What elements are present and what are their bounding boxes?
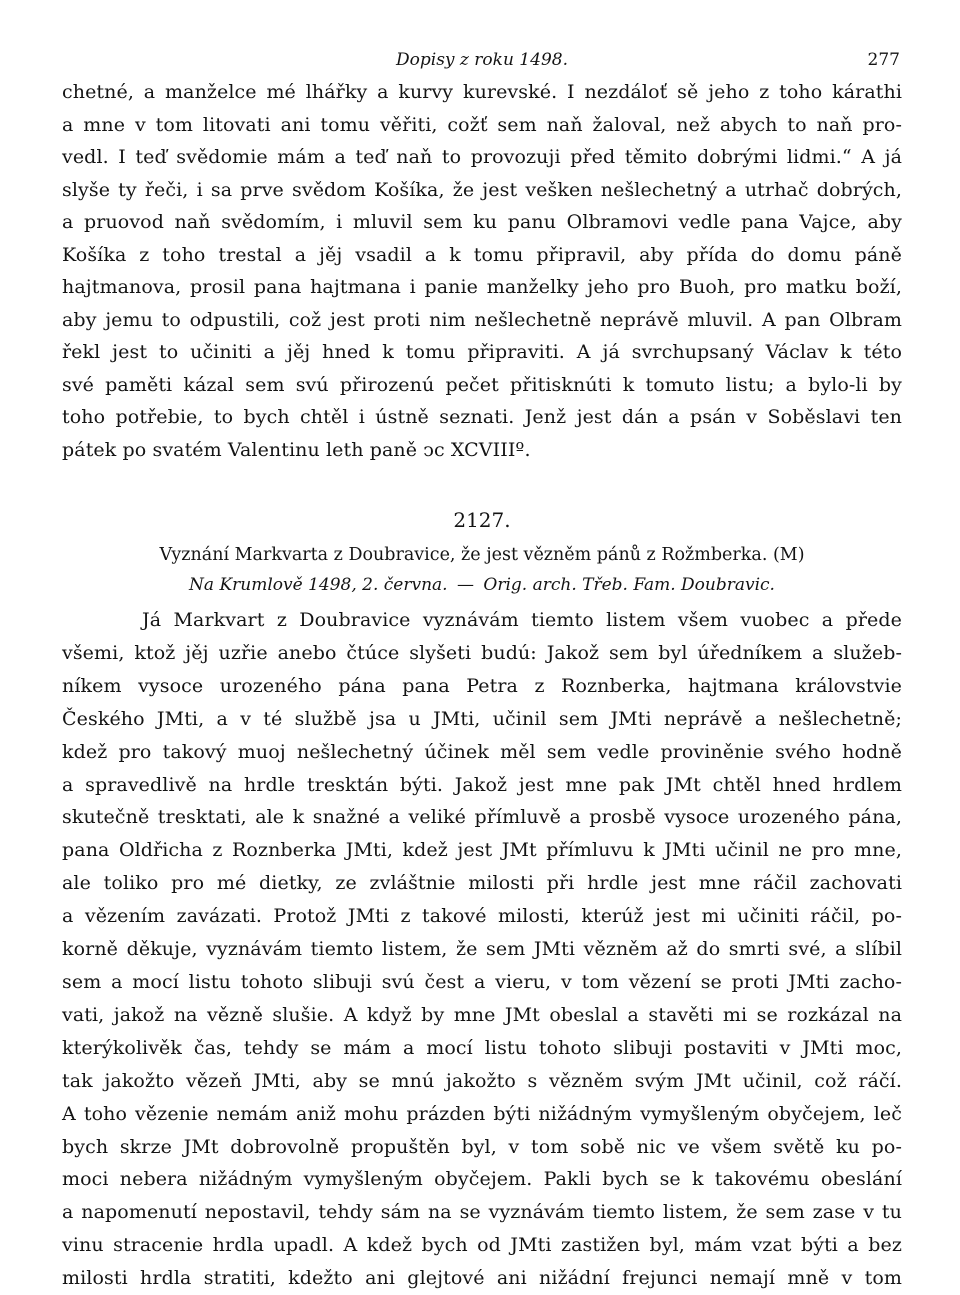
text-line: Košíka z toho trestal a jěj vsadil a k tomu připravil, aby přída do domu páně	[62, 243, 902, 266]
entry-number: 2127.	[453, 508, 511, 532]
text-line: hajtmanova, prosil pana hajtmana i panie manželky jeho pro Buoh, pro matku boží,	[62, 276, 902, 298]
text-line: pátek po svatém Valentinu leth paně ͻc XCVIIIº.	[62, 438, 531, 461]
running-title: Dopisy z roku 1498.	[396, 50, 568, 70]
text-line: chetné, a manželce mé lhářky a kurvy kurevské. I nezdáloť sě jeho z toho kárathi	[62, 81, 902, 103]
text-line: kterýkolivěk čas, tehdy se mám a mocí listu tohoto slibuji postaviti v JMti moc,	[62, 1036, 902, 1059]
text-line: A toho vězenie nemám aniž mohu prázden býti nižádným vymyšleným obyčejem, leč	[62, 1102, 902, 1125]
text-line: řekl jest to učiniti a jěj hned k tomu připraviti. A já svrchupsaný Václav k této	[62, 341, 902, 363]
source-archive: Orig. arch. Třeb. Fam. Doubravic.	[483, 575, 775, 595]
entry-heading: Vyznání Markvarta z Doubravice, že jest vězněm pánů z Rožmberka. (M)	[159, 545, 805, 565]
entry-text-block	[62, 604, 902, 1295]
text-line: vedl. I teď svědomie mám a teď naň to provozuji před těmito dobrými lidmi.“ A já	[62, 146, 902, 168]
text-line: všemi, ktož jěj uzřie anebo čtúce slyšeti budú: Jakož sem byl úředníkem a služeb-	[62, 641, 902, 664]
text-line: a mne v tom litovati ani tomu věřiti, cožť sem naň žaloval, než abych to naň pro-	[62, 113, 902, 136]
text-line: Českého JMti, a v té službě jsa u JMti, učinil sem JMti neprávě a nešlechetně;	[62, 707, 902, 730]
text-line: Já Markvart z Doubravice vyznávám tiemto listem všem vuobec a přede	[142, 609, 902, 631]
page-number: 277	[867, 50, 900, 70]
document-page	[62, 46, 902, 1295]
text-line: sem a mocí listu tohoto slibuji svú čest a vieru, v tom vězení se proti JMti zacho-	[62, 970, 902, 993]
text-line: pana Oldřicha z Roznberka JMti, kdež jest JMt přímluvu k JMti učinil ne pro mne,	[62, 839, 902, 862]
text-line: toho potřebie, to bych chtěl i ústně seznati. Jenž jest dán a psán v Soběslavi ten	[62, 406, 902, 428]
text-line: kdež pro takový muoj nešlechetný účinek měl sem vedle proviněnie svého hodně	[62, 740, 902, 763]
top-text-block	[62, 76, 902, 466]
text-line: a vězením zavázati. Protož JMti z takové milosti, kterúž jest mi učiniti ráčil, po-	[62, 905, 902, 928]
source-dash: —	[456, 575, 474, 595]
source-place: Na Krumlově 1498, 2. června.	[189, 575, 448, 595]
text-line: tak jakožto vězeň JMti, aby se mnú jakožto s vězněm svým JMt učinil, což ráčí.	[62, 1069, 902, 1092]
text-line: vati, jakož na vězně slušie. A když by mne JMt obeslal a stavěti mi se rozkázal na	[62, 1003, 902, 1026]
text-line: a spravedlivě na hrdle tresktán býti. Jakož jest mne pak JMt chtěl hned hrdlem	[62, 773, 902, 796]
text-line: a napomenutí nepostavil, tehdy sám na se vyznávám tiemto listem, že sem zase v tu	[62, 1201, 902, 1224]
text-line: aby jemu to odpustili, což jest proti nim nešlechetně neprávě mluvil. A pan Olbram	[62, 308, 902, 331]
text-line: slyše ty řeči, i sa prve svědom Košíka, že jest vešken nešlechetný a utrhač dobrých,	[62, 178, 902, 201]
entry-source	[62, 570, 902, 600]
running-head	[62, 46, 902, 76]
text-line: skutečně tresktati, ale k snažné a veliké přímluvě a prosbě vysoce urozeného pána,	[62, 806, 902, 829]
text-line: vinu stracenie hrdla upadl. A kdež bych od JMti zastižen byl, mám vzat býti a bez	[62, 1234, 902, 1257]
text-line: moci nebera nižádným vymyšleným obyčejem. Pakli bych se k takovému obeslání	[62, 1168, 902, 1191]
text-line: své paměti kázal sem svú přirozenú pečet přitisknúti k tomuto listu; a bylo-li by	[62, 373, 902, 396]
text-line: ale toliko pro mé dietky, ze zvláštnie milosti při hrdle jest mne ráčil zachovati	[62, 872, 902, 895]
text-line: a pruovod naň svědomím, i mluvil sem ku panu Olbramovi vedle pana Vajce, aby	[62, 211, 902, 233]
text-line: bych skrze JMt dobrovolně propuštěn byl, v tom sobě nic ve všem světě ku po-	[62, 1135, 902, 1158]
text-line: níkem vysoce urozeného pána pana Petra z Roznberka, hajtmana královstvie	[62, 674, 902, 697]
text-line: milosti hrdla stratiti, kdežto ani glejtové ani nižádní frejunci nemají mně v tom	[62, 1267, 902, 1290]
text-line: korně děkuje, vyznávám tiemto listem, že sem JMti vězněm až do smrti své, a slíbil	[62, 938, 902, 961]
